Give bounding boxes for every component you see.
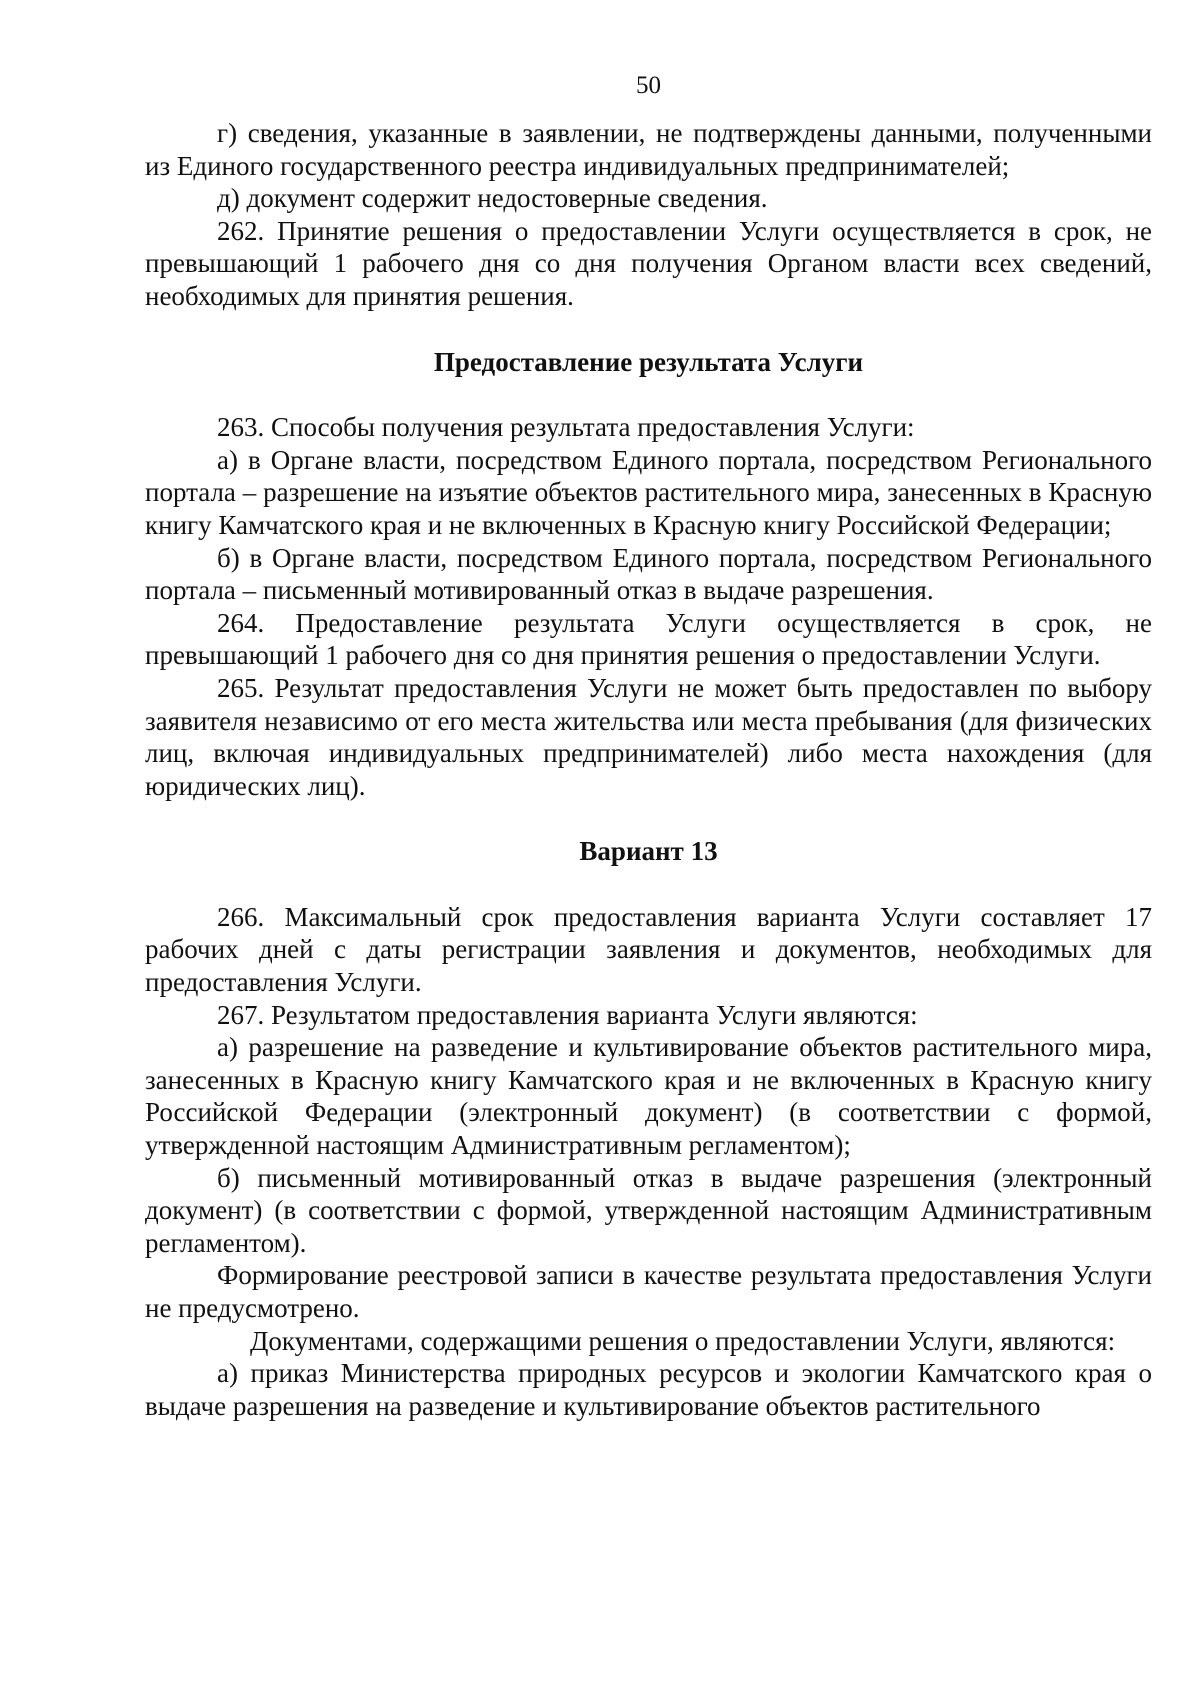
- paragraph: г) сведения, указанные в заявлении, не подтверждены данными, полученными из Единого государственного реестра индивидуальных предпринимателей;: [145, 118, 1152, 181]
- paragraph: а) приказ Министерства природных ресурсов и экологии Камчатского края о выдаче разрешения на разведение и культивирование объектов растительного: [145, 1358, 1152, 1421]
- paragraph: Документами, содержащими решения о предоставлении Услуги, являются:: [250, 1325, 1116, 1356]
- paragraph: 263. Способы получения результата предоставления Услуги:: [217, 412, 915, 443]
- paragraph: 265. Результат предоставления Услуги не может быть предоставлен по выбору заявителя независимо от его места жительства или места пребывания (для физических лиц, включая индивидуальных предпринимателей) либо места нахождения (для юридических лиц).: [145, 672, 1152, 801]
- paragraph: д) документ содержит недостоверные сведения.: [217, 183, 768, 214]
- paragraph: Формирование реестровой записи в качестве результата предоставления Услуги не предусмотрено.: [145, 1260, 1152, 1323]
- section-heading: Предоставление результата Услуги: [433, 346, 864, 377]
- section-heading: Вариант 13: [579, 836, 718, 867]
- paragraph: б) письменный мотивированный отказ в выдаче разрешения (электронный документ) (в соответствии с формой, утвержденной настоящим Административным регламентом).: [145, 1162, 1152, 1258]
- paragraph: а) в Органе власти, посредством Единого портала, посредством Регионального портала – разрешение на изъятие объектов растительного мира, занесенных в Красную книгу Камчатского края и не включенных в Красную книгу Российской Федерации;: [145, 444, 1152, 540]
- paragraph: 266. Максимальный срок предоставления варианта Услуги составляет 17 рабочих дней с даты регистрации заявления и документов, необходимых для предоставления Услуги.: [145, 901, 1152, 998]
- paragraph: 264. Предоставление результата Услуги осуществляется в срок, не превышающий 1 рабочего дня со дня принятия решения о предоставлении Услуги.: [145, 607, 1152, 671]
- paragraph: б) в Органе власти, посредством Единого портала, посредством Регионального портала – письменный мотивированный отказ в выдаче разрешения.: [145, 542, 1152, 606]
- paragraph: 267. Результатом предоставления варианта Услуги являются:: [217, 999, 918, 1030]
- page-number: 50: [636, 72, 661, 99]
- document-body: [145, 117, 1152, 1422]
- paragraph: а) разрешение на разведение и культивирование объектов растительного мира, занесенных в Красную книгу Камчатского края и не включенных в Красную книгу Российской Федерации (электронный документ) (в соответствии с формой, утвержденной настоящим Административным регламентом);: [145, 1032, 1152, 1161]
- paragraph: 262. Принятие решения о предоставлении Услуги осуществляется в срок, не превышающий 1 рабочего дня со дня получения Органом власти всех сведений, необходимых для принятия решения.: [145, 215, 1152, 311]
